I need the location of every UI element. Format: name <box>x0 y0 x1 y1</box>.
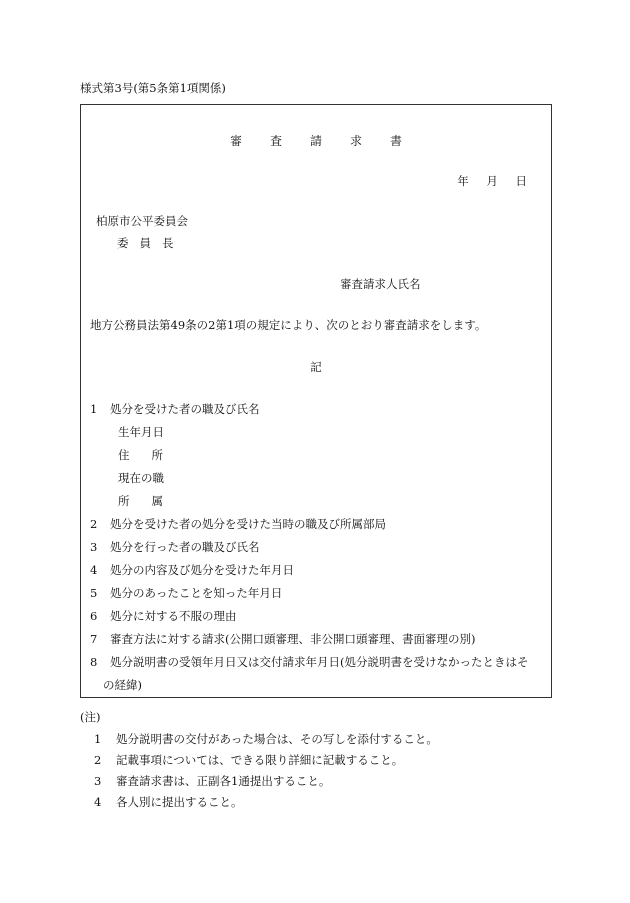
note-item <box>94 733 438 747</box>
date-year: 年 <box>457 174 469 188</box>
sub-item-address <box>118 449 163 463</box>
sub-char: 住 <box>118 448 130 462</box>
chair-title <box>117 237 185 251</box>
item-number: 6 <box>90 609 98 623</box>
list-item <box>90 610 237 624</box>
note-item <box>94 754 403 768</box>
list-item <box>90 564 294 578</box>
ki-heading: 記 <box>310 360 322 374</box>
sub-item-position: 現在の職 <box>118 471 164 485</box>
item-number: 2 <box>90 517 98 531</box>
form-title <box>81 134 551 148</box>
list-item <box>90 541 260 555</box>
form-box <box>80 104 552 698</box>
statement: 地方公務員法第49条の2第1項の規定により、次のとおり審査請求をします。 <box>90 318 487 332</box>
list-item <box>90 587 282 601</box>
item-text: 処分に対する不服の理由 <box>110 609 237 623</box>
title-char: 請 <box>309 134 322 148</box>
addressee: 柏原市公平委員会 <box>96 214 188 228</box>
title-char: 書 <box>390 134 403 148</box>
item-number: 1 <box>90 402 98 416</box>
note-text: 処分説明書の交付があった場合は、その写しを添付すること。 <box>116 732 438 746</box>
list-item <box>90 403 260 417</box>
sub-char: 所 <box>151 448 163 462</box>
item-text: 審査方法に対する請求(公開口頭審理、非公開口頭審理、書面審理の別) <box>110 632 476 646</box>
list-item <box>90 633 475 647</box>
item-number: 3 <box>90 540 98 554</box>
note-text: 各人別に提出すること。 <box>116 795 243 809</box>
date-month: 月 <box>486 174 498 188</box>
item-8-continuation: の経緯) <box>103 678 142 692</box>
note-number: 2 <box>94 753 102 767</box>
sub-char: 属 <box>151 494 163 508</box>
note-text: 審査請求書は、正副各1通提出すること。 <box>116 774 331 788</box>
form-id: 様式第3号(第5条第1項関係) <box>80 81 226 95</box>
title-char: 求 <box>350 134 363 148</box>
item-text: 処分を受けた者の職及び氏名 <box>110 402 260 416</box>
chair-char: 長 <box>162 236 174 250</box>
item-text: 処分を受けた者の処分を受けた当時の職及び所属部局 <box>110 517 386 531</box>
note-item <box>94 775 330 789</box>
item-text: 処分を行った者の職及び氏名 <box>110 540 260 554</box>
sub-item-birth: 生年月日 <box>118 425 164 439</box>
chair-char: 委 <box>117 236 129 250</box>
list-item <box>90 518 386 532</box>
title-char: 審 <box>229 134 242 148</box>
note-number: 1 <box>94 732 102 746</box>
item-number: 7 <box>90 632 98 646</box>
notes-heading: (注) <box>80 710 101 724</box>
chair-char: 員 <box>139 236 151 250</box>
note-number: 4 <box>94 795 102 809</box>
item-number: 8 <box>90 655 98 669</box>
item-text: 処分の内容及び処分を受けた年月日 <box>110 563 294 577</box>
item-text: 処分のあったことを知った年月日 <box>110 586 283 600</box>
sub-char: 所 <box>118 494 130 508</box>
note-text: 記載事項については、できる限り詳細に記載すること。 <box>116 753 404 767</box>
note-item <box>94 796 243 810</box>
date-day: 日 <box>515 174 527 188</box>
sub-item-affiliation <box>118 495 163 509</box>
item-number: 5 <box>90 586 98 600</box>
title-char: 査 <box>269 134 282 148</box>
date-line <box>443 175 527 189</box>
item-number: 4 <box>90 563 98 577</box>
list-item <box>90 656 528 670</box>
requester-name-label: 審査請求人氏名 <box>340 277 421 291</box>
item-text: 処分説明書の受領年月日又は交付請求年月日(処分説明書を受けなかったときはそ <box>110 655 529 669</box>
note-number: 3 <box>94 774 102 788</box>
